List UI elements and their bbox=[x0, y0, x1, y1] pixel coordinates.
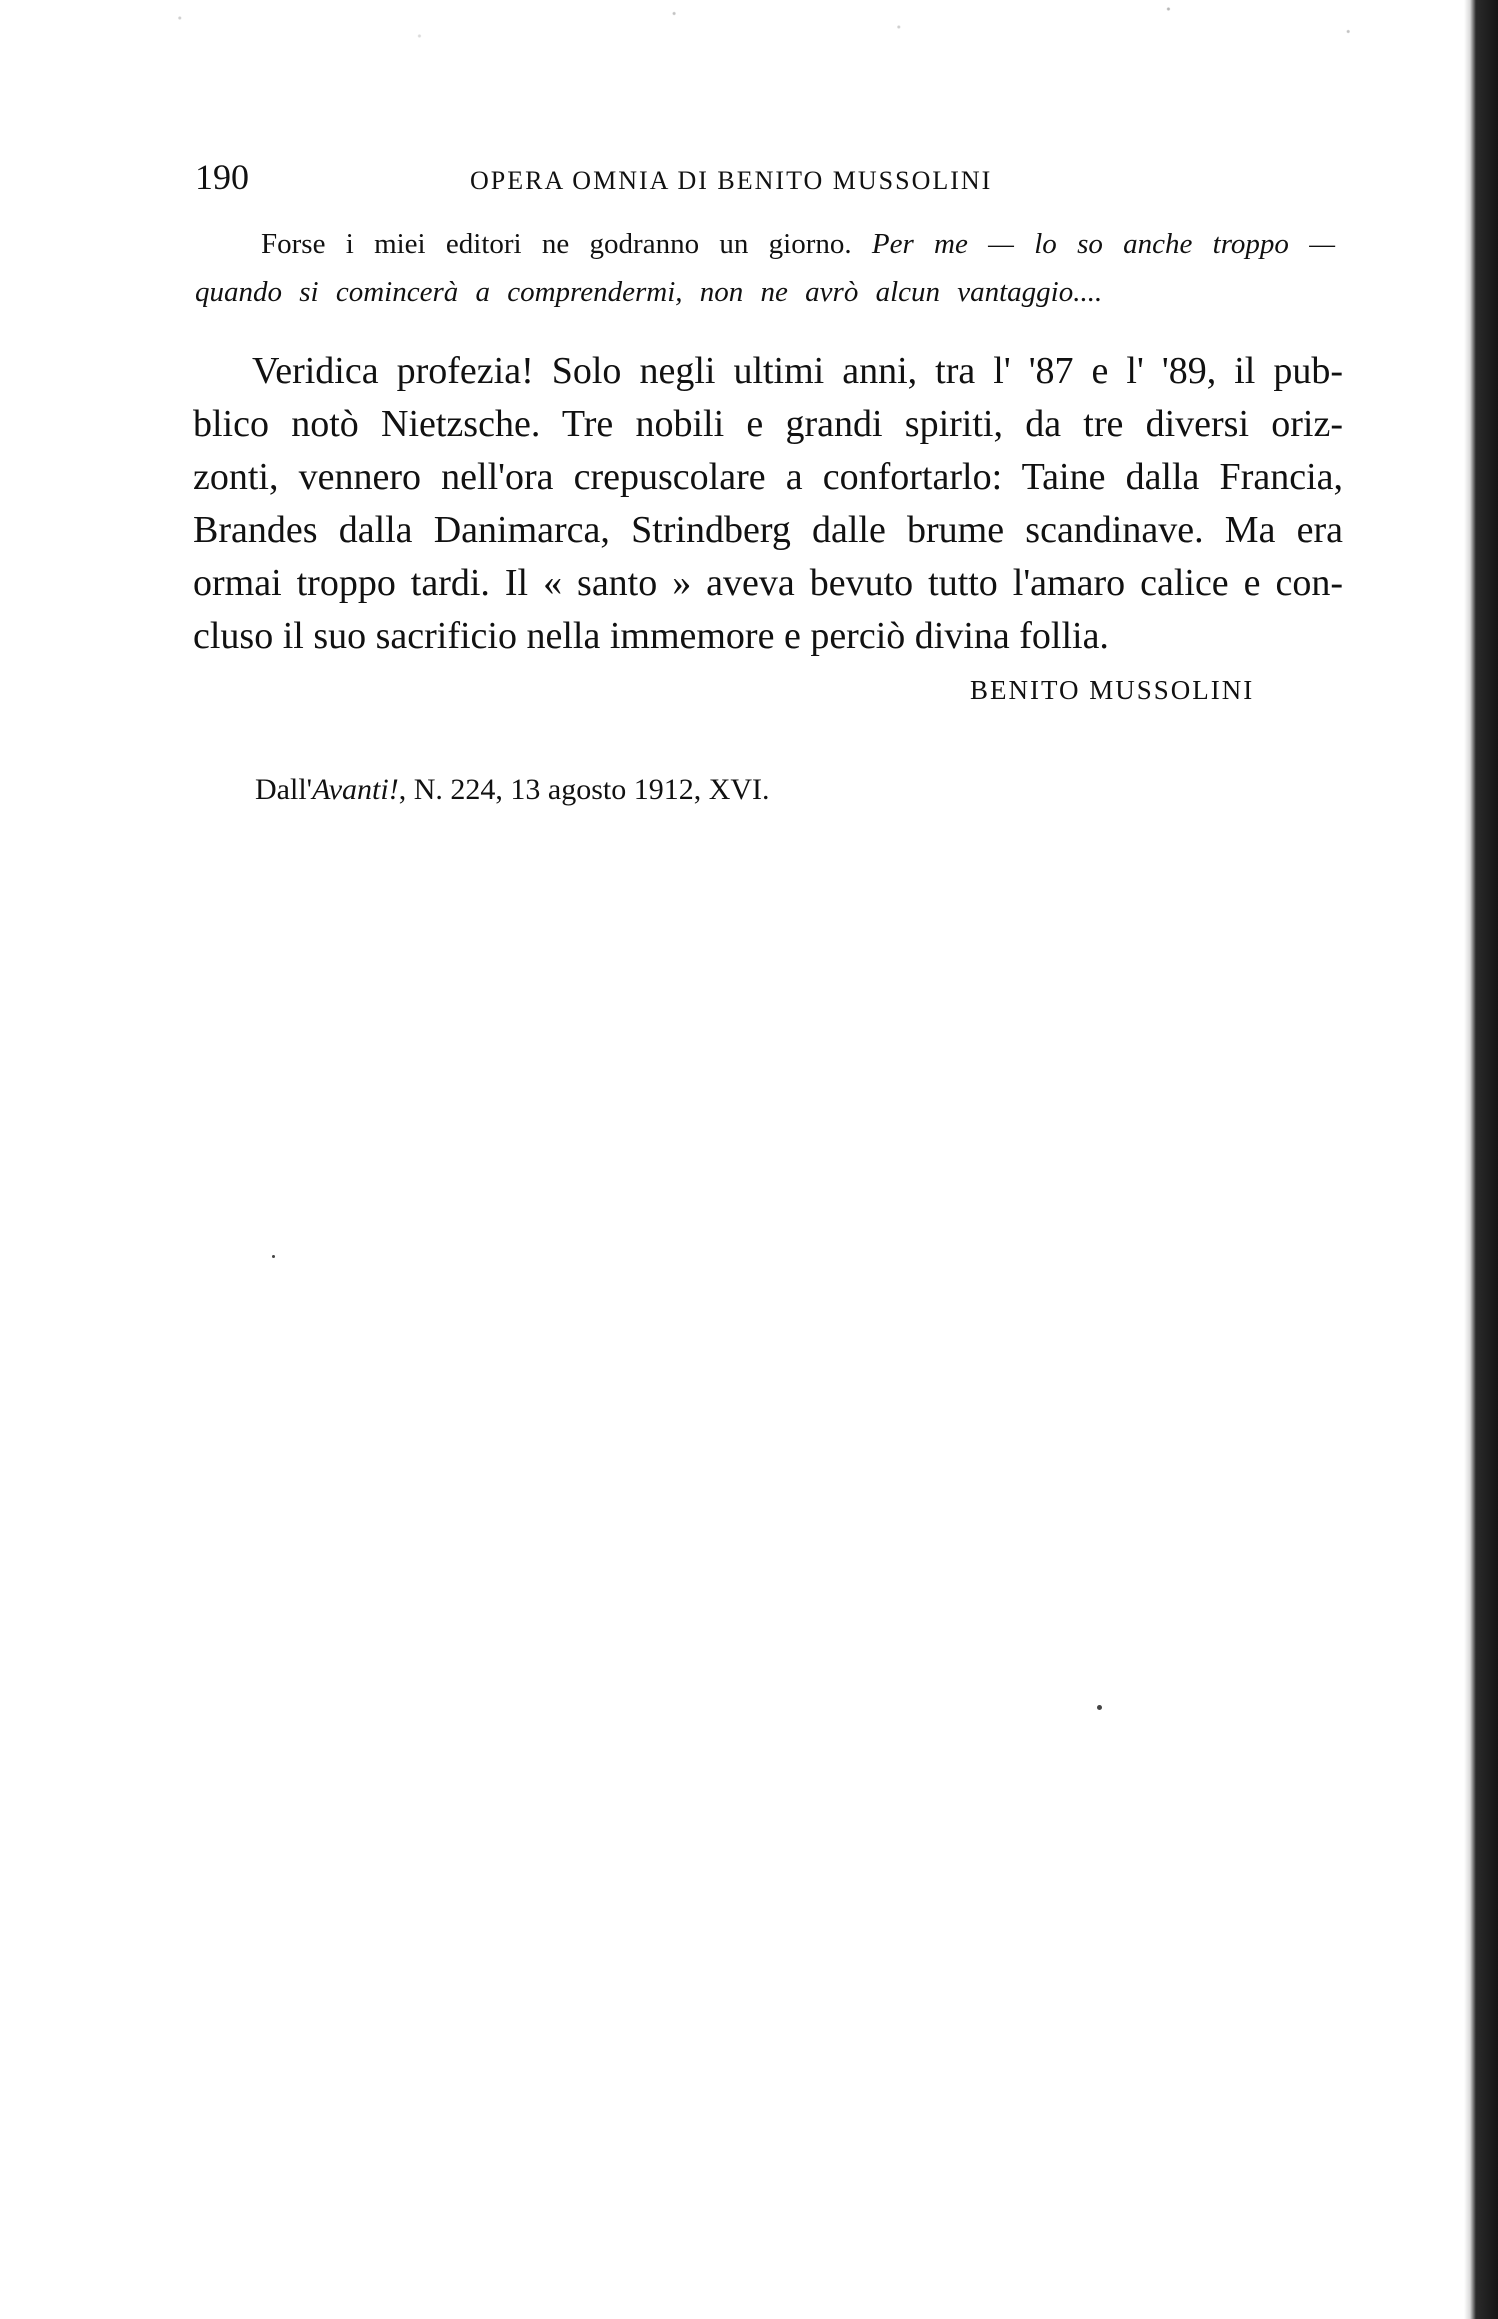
block-quote bbox=[195, 220, 1335, 316]
quote-italic-text: quando si comincerà a comprendermi, non ne avrò alcun vantaggio.... bbox=[195, 276, 1103, 308]
quote-line bbox=[195, 220, 1335, 268]
paragraph-line: blico notò Nietzsche. Tre nobili e grandi spiriti, da tre diversi oriz- bbox=[193, 403, 1343, 445]
page-header bbox=[195, 152, 1330, 202]
paragraph-line: Veridica profezia! Solo negli ultimi anni, tra l' '87 e l' '89, il pub- bbox=[252, 350, 1343, 392]
source-details: , N. 224, 13 agosto 1912, XVI. bbox=[398, 773, 770, 806]
running-title: OPERA OMNIA DI BENITO MUSSOLINI bbox=[470, 166, 993, 195]
paragraph-line: Brandes dalla Danimarca, Strindberg dalle brume scandinave. Ma era bbox=[193, 509, 1343, 551]
quote-line bbox=[195, 268, 1335, 316]
quote-italic-text: Per me — lo so anche troppo — bbox=[871, 228, 1336, 260]
author-signature: BENITO MUSSOLINI bbox=[970, 675, 1255, 705]
paragraph-line: cluso il suo sacrificio nella immemore e perciò divina follia. bbox=[193, 615, 1109, 657]
scan-edge bbox=[1464, 0, 1498, 2319]
source-prefix: Dall' bbox=[255, 773, 313, 806]
source-citation bbox=[255, 765, 770, 815]
scan-speck bbox=[272, 1255, 275, 1258]
scan-noise bbox=[0, 0, 1498, 90]
page-number: 190 bbox=[195, 157, 249, 197]
paragraph-line: zonti, vennero nell'ora crepuscolare a confortarlo: Taine dalla Francia, bbox=[193, 456, 1343, 498]
quote-plain-text: Forse i miei editori ne godranno un giorno. bbox=[261, 228, 852, 260]
source-publication: Avanti! bbox=[312, 773, 399, 806]
paragraph-line: ormai troppo tardi. Il « santo » aveva bevuto tutto l'amaro calice e con- bbox=[193, 562, 1343, 604]
scan-speck bbox=[1097, 1705, 1102, 1710]
body-paragraph bbox=[193, 345, 1343, 663]
